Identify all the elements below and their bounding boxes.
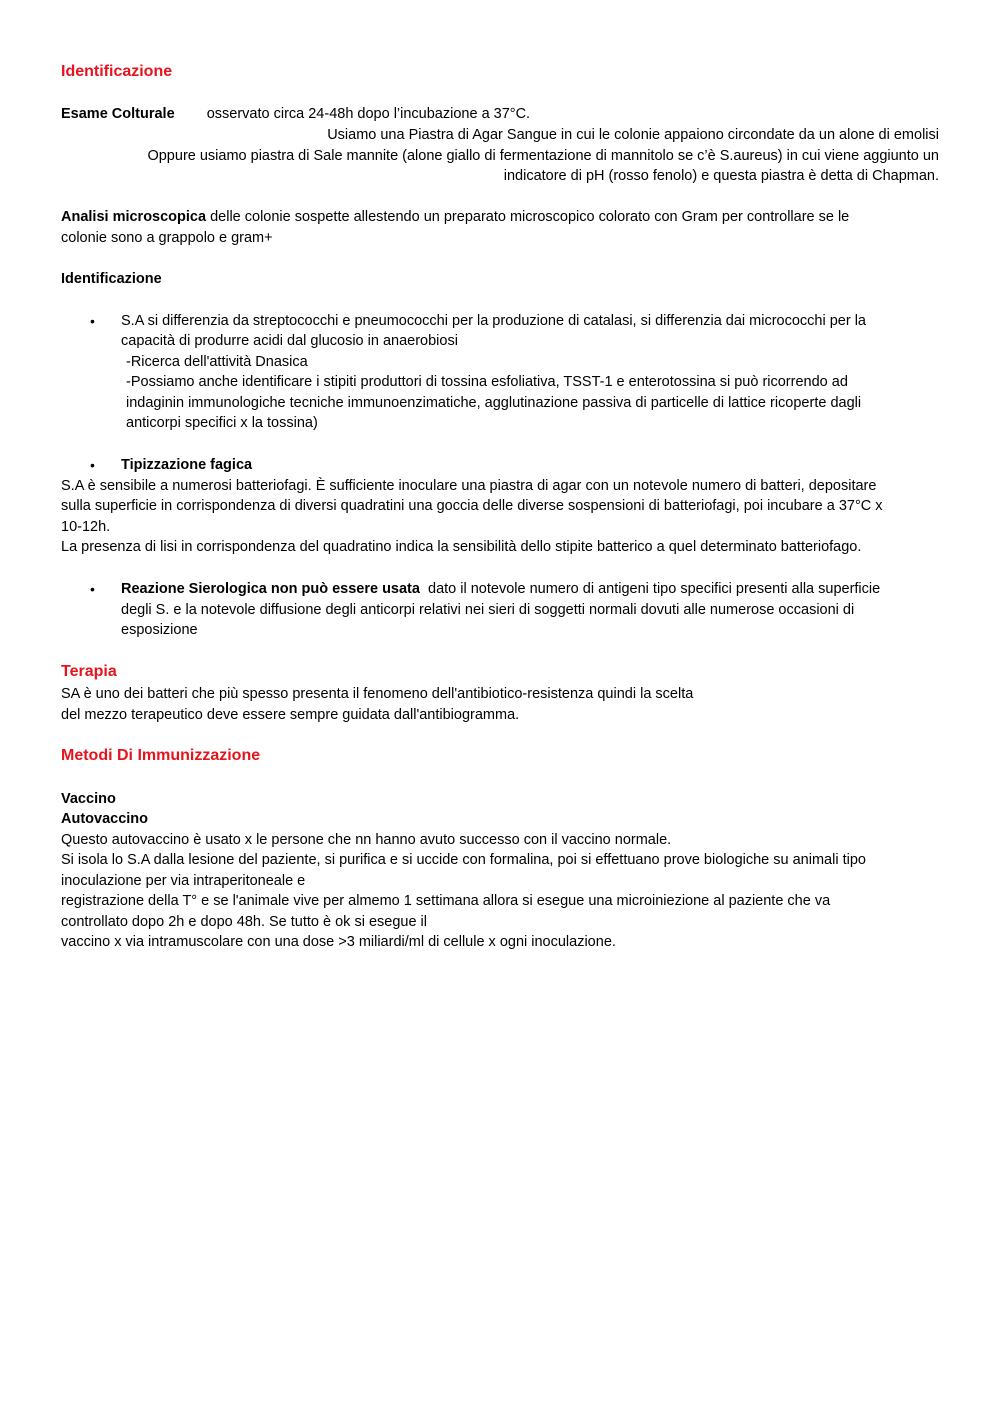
terapia-line-2: del mezzo terapeutico deve essere sempre guidata dall'antibiogramma. bbox=[61, 707, 520, 723]
reazione-sierologica-line-2: degli S. e la notevole diffusione degli anticorpi relativi nei sieri di soggetti normali dovuti alle numerose occasioni di bbox=[121, 602, 855, 618]
esame-colturale-text: osservato circa 24-48h dopo l’incubazione a 37°C. bbox=[206, 106, 531, 122]
tipizzazione-line-4: La presenza di lisi in corrispondenza del quadratino indica la sensibilità dello stipite batterico a quel determinato batteriofago. bbox=[61, 539, 862, 555]
bullet-marker: • bbox=[90, 581, 95, 597]
identificazione-subheading: Identificazione bbox=[61, 271, 162, 287]
autovaccino-line-1: Questo autovaccino è usato x le persone che nn hanno avuto successo con il vaccino normale. bbox=[61, 832, 672, 848]
autovaccino-line-3: inoculazione per via intraperitoneale e bbox=[61, 873, 306, 889]
bullet1-line-4: -Possiamo anche identificare i stipiti produttori di tossina esfoliativa, TSST-1 e enterotossina si può ricorrendo ad bbox=[126, 374, 848, 390]
terapia-line-1: SA è uno dei batteri che più spesso presenta il fenomeno dell'antibiotico-resistenza quindi la scelta bbox=[61, 686, 694, 702]
bullet-marker: • bbox=[90, 457, 95, 473]
analisi-microscopica-label: Analisi microscopica bbox=[61, 209, 207, 225]
autovaccino-line-2: Si isola lo S.A dalla lesione del paziente, si purifica e si uccide con formalina, poi si effettuano prove biologiche su animali tipo bbox=[61, 852, 866, 868]
esame-colturale-line-2: Usiamo una Piastra di Agar Sangue in cui le colonie appaiono circondate da un alone di emolisi bbox=[327, 127, 939, 143]
bullet1-line-5: indaginin immunologiche tecniche immunoenzimatiche, agglutinazione passiva di particelle di lattice ricoperte dagli bbox=[126, 395, 862, 411]
section-heading-immunizzazione: Metodi Di Immunizzazione bbox=[61, 747, 261, 764]
esame-colturale-label: Esame Colturale bbox=[61, 106, 175, 122]
esame-colturale-line bbox=[61, 104, 530, 124]
bullet1-line-2: capacità di produrre acidi dal glucosio in anaerobiosi bbox=[121, 333, 458, 349]
analisi-microscopica-line bbox=[61, 207, 849, 227]
esame-colturale-line-3: Oppure usiamo piastra di Sale mannite (alone giallo di fermentazione di mannitolo se c’è S.aureus) in cui viene aggiunto un bbox=[147, 148, 939, 164]
bullet-marker: • bbox=[90, 313, 95, 329]
analisi-microscopica-text: delle colonie sospette allestendo un preparato microscopico colorato con Gram per controllare se le bbox=[206, 209, 850, 225]
reazione-sierologica-label: Reazione Sierologica non può essere usata bbox=[121, 581, 420, 597]
bullet1-line-6: anticorpi specifici x la tossina) bbox=[126, 415, 318, 431]
tipizzazione-line-3: 10-12h. bbox=[61, 519, 111, 535]
section-heading-terapia: Terapia bbox=[61, 663, 117, 680]
autovaccino-line-5: controllato dopo 2h e dopo 48h. Se tutto è ok si esegue il bbox=[61, 914, 427, 930]
analisi-microscopica-line-2: colonie sono a grappolo e gram+ bbox=[61, 230, 273, 246]
autovaccino-line-4: registrazione della T° e se l'animale vive per almemo 1 settimana allora si esegue una microiniezione al paziente che va bbox=[61, 893, 831, 909]
tipizzazione-line-2: sulla superficie in corrispondenza di diversi quadratini una goccia delle diverse sospensioni di batteriofagi, poi incubare a 37°C x bbox=[61, 498, 883, 514]
tipizzazione-fagica-label: Tipizzazione fagica bbox=[121, 457, 253, 473]
bullet1-line-3: -Ricerca dell'attività Dnasica bbox=[126, 354, 308, 370]
reazione-sierologica-text: dato il notevole numero di antigeni tipo specifici presenti alla superficie bbox=[419, 581, 881, 597]
esame-colturale-line-4: indicatore di pH (rosso fenolo) e questa piastra è detta di Chapman. bbox=[503, 168, 939, 184]
section-heading-identificazione: Identificazione bbox=[61, 63, 173, 80]
vaccino-label: Vaccino bbox=[61, 791, 116, 807]
reazione-sierologica-line bbox=[121, 579, 880, 599]
reazione-sierologica-line-3: esposizione bbox=[121, 622, 198, 638]
tipizzazione-line-1: S.A è sensibile a numerosi batteriofagi. È sufficiente inoculare una piastra di agar con un notevole numero di batteri, depositare bbox=[61, 478, 877, 494]
autovaccino-line-6: vaccino x via intramuscolare con una dose >3 miliardi/ml di cellule x ogni inoculazione. bbox=[61, 934, 616, 950]
autovaccino-label: Autovaccino bbox=[61, 811, 149, 827]
bullet1-line-1: S.A si differenzia da streptococchi e pneumococchi per la produzione di catalasi, si differenzia dai micrococchi per la bbox=[121, 313, 867, 329]
